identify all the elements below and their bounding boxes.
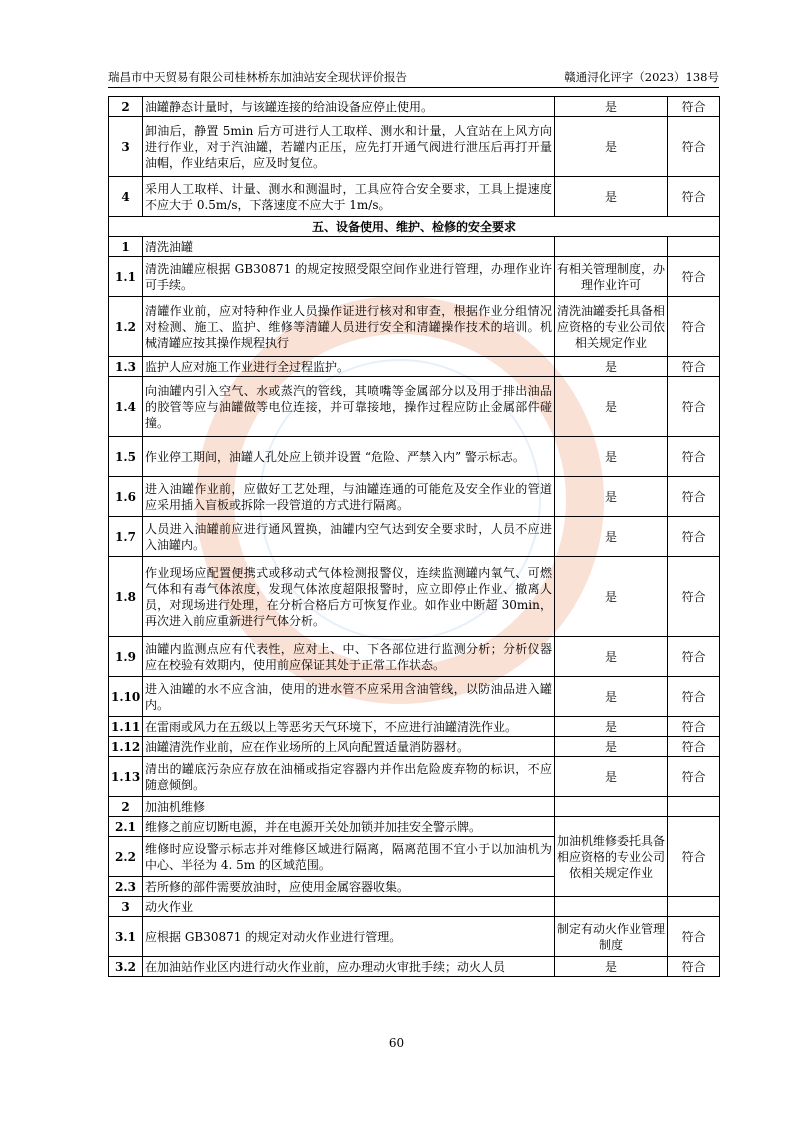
table-row (109, 817, 720, 837)
item-number: 1.2 (109, 297, 143, 357)
section-title: 五、设备使用、维护、检修的安全要求 (109, 217, 720, 237)
table-row (109, 517, 720, 557)
item-conclusion: 符合 (668, 477, 720, 517)
item-conclusion: 符合 (668, 517, 720, 557)
page-header (108, 67, 719, 88)
group-conclusion: 符合 (668, 817, 720, 897)
item-number: 1.5 (109, 437, 143, 477)
item-conclusion: 符合 (668, 117, 720, 177)
item-number: 1.8 (109, 557, 143, 637)
table-row (109, 637, 720, 677)
group-number: 1 (109, 237, 143, 257)
item-conclusion: 符合 (668, 557, 720, 637)
header-report-number: 赣通浔化评字（2023）138号 (564, 70, 719, 84)
item-number: 2.1 (109, 817, 143, 837)
item-conclusion: 符合 (668, 737, 720, 757)
item-conclusion: 符合 (668, 717, 720, 737)
table-row (109, 957, 720, 977)
item-conclusion: 符合 (668, 297, 720, 357)
item-result: 是 (555, 437, 668, 477)
table-row (109, 737, 720, 757)
group-title: 动火作业 (143, 897, 555, 917)
table-row (109, 377, 720, 437)
item-conclusion: 符合 (668, 97, 720, 117)
item-description: 在加油站作业区内进行动火作业前，应办理动火审批手续；动火人员 (143, 957, 555, 977)
group-row (109, 897, 720, 917)
table-row (109, 757, 720, 797)
item-description: 作业停工期间，油罐人孔处应上锁并设置 “危险、严禁入内” 警示标志。 (143, 437, 555, 477)
item-description: 进入油罐作业前，应做好工艺处理，与油罐连通的可能危及安全作业的管道应采用插入盲板或拆除一段管道的方式进行隔离。 (143, 477, 555, 517)
table-row (109, 717, 720, 737)
item-result: 是 (555, 117, 668, 177)
table-row (109, 677, 720, 717)
item-description: 采用人工取样、计量、测水和测温时，工具应符合安全要求，工具上提速度不应大于 0.5m/s，下落速度不应大于 1m/s。 (143, 177, 555, 217)
item-conclusion: 符合 (668, 357, 720, 377)
table-row (109, 117, 720, 177)
item-conclusion: 符合 (668, 437, 720, 477)
item-description: 进入油罐的水不应含油，使用的进水管不应采用含油管线，以防油品进入罐内。 (143, 677, 555, 717)
table-row (109, 357, 720, 377)
item-conclusion: 符合 (668, 637, 720, 677)
group-row (109, 237, 720, 257)
table-row (109, 557, 720, 637)
item-result: 制定有动火作业管理制度 (555, 917, 668, 957)
table-row (109, 257, 720, 297)
item-description: 作业现场应配置便携式或移动式气体检测报警仪，连续监测罐内氧气、可燃气体和有毒气体浓度，发现气体浓度超限报警时，应立即停止作业、撤离人员，对现场进行处理，在分析合格后方可恢复作业。如作业中断超 30min，再次进入前应重新进行气体分析。 (143, 557, 555, 637)
group-row (109, 797, 720, 817)
item-number: 1.9 (109, 637, 143, 677)
section-heading-row (109, 217, 720, 237)
item-result: 是 (555, 677, 668, 717)
item-result: 是 (555, 757, 668, 797)
item-result: 是 (555, 717, 668, 737)
table-row (109, 477, 720, 517)
item-description: 卸油后，静置 5min 后方可进行人工取样、测水和计量，人宜站在上风方向进行作业，对于汽油罐，若罐内正压，应先打开通气阀进行泄压后再打开量油帽，作业结束后，应及时复位。 (143, 117, 555, 177)
item-result: 是 (555, 377, 668, 437)
item-result: 是 (555, 637, 668, 677)
item-number: 1.3 (109, 357, 143, 377)
item-description: 油罐静态计量时，与该罐连接的给油设备应停止使用。 (143, 97, 555, 117)
item-description: 油罐清洗作业前，应在作业场所的上风向配置适量消防器材。 (143, 737, 555, 757)
item-description: 监护人应对施工作业进行全过程监护。 (143, 357, 555, 377)
item-number: 1.7 (109, 517, 143, 557)
item-description: 应根据 GB30871 的规定对动火作业进行管理。 (143, 917, 555, 957)
item-description: 向油罐内引入空气、水或蒸汽的管线，其喷嘴等金属部分以及用于排出油品的胶管等应与油罐做等电位连接，并可靠接地，操作过程应防止金属部件碰撞。 (143, 377, 555, 437)
table-row (109, 297, 720, 357)
item-number: 1.10 (109, 677, 143, 717)
table-row (109, 97, 720, 117)
group-title: 加油机维修 (143, 797, 555, 817)
item-conclusion: 符合 (668, 377, 720, 437)
item-conclusion: 符合 (668, 917, 720, 957)
item-result: 是 (555, 477, 668, 517)
evaluation-table (108, 96, 720, 977)
group-number: 2 (109, 797, 143, 817)
item-number: 1.13 (109, 757, 143, 797)
group-number: 3 (109, 897, 143, 917)
item-result: 是 (555, 357, 668, 377)
item-conclusion: 符合 (668, 677, 720, 717)
group-title: 清洗油罐 (143, 237, 555, 257)
item-result: 是 (555, 97, 668, 117)
item-result: 是 (555, 557, 668, 637)
item-result: 是 (555, 957, 668, 977)
item-description: 清洗油罐应根据 GB30871 的规定按照受限空间作业进行管理，办理作业许可手续。 (143, 257, 555, 297)
item-number: 3 (109, 117, 143, 177)
item-number: 1.11 (109, 717, 143, 737)
item-number: 1.4 (109, 377, 143, 437)
item-number: 4 (109, 177, 143, 217)
item-result: 清洗油罐委托具备相应资格的专业公司依相关规定作业 (555, 297, 668, 357)
item-number: 2.2 (109, 837, 143, 877)
item-conclusion: 符合 (668, 957, 720, 977)
item-number: 1.12 (109, 737, 143, 757)
item-number: 3.2 (109, 957, 143, 977)
item-number: 2 (109, 97, 143, 117)
table-row (109, 177, 720, 217)
item-description: 清出的罐底污杂应存放在油桶或指定容器内并作出危险废弃物的标识，不应随意倾倒。 (143, 757, 555, 797)
item-description: 清罐作业前，应对特种作业人员操作证进行核对和审查，根据作业分组情况对检测、施工、监护、维修等清罐人员进行安全和清罐操作技术的培训。机械清罐应按其操作规程执行 (143, 297, 555, 357)
item-number: 1.6 (109, 477, 143, 517)
item-number: 3.1 (109, 917, 143, 957)
table-row (109, 437, 720, 477)
item-description: 维修之前应切断电源，并在电源开关处加锁并加挂安全警示牌。 (143, 817, 555, 837)
item-description: 维修时应设警示标志并对维修区域进行隔离，隔离范围不宜小于以加油机为中心、半径为 4. 5m 的区域范围。 (143, 837, 555, 877)
item-result: 是 (555, 177, 668, 217)
item-description: 若所修的部件需要放油时，应使用金属容器收集。 (143, 877, 555, 897)
item-description: 油罐内监测点应有代表性，应对上、中、下各部位进行监测分析；分析仪器应在校验有效期内，使用前应保证其处于正常工作状态。 (143, 637, 555, 677)
table-row (109, 917, 720, 957)
header-report-title: 瑞昌市中天贸易有限公司桂林桥东加油站安全现状评价报告 (108, 70, 407, 84)
item-conclusion: 符合 (668, 257, 720, 297)
item-conclusion: 符合 (668, 757, 720, 797)
item-number: 1.1 (109, 257, 143, 297)
page-number: 60 (388, 1036, 405, 1050)
item-conclusion: 符合 (668, 177, 720, 217)
group-result: 加油机维修委托具备相应资格的专业公司依相关规定作业 (555, 817, 668, 897)
item-result: 是 (555, 517, 668, 557)
item-result: 有相关管理制度，办理作业许可 (555, 257, 668, 297)
item-result: 是 (555, 737, 668, 757)
item-description: 人员进入油罐前应进行通风置换，油罐内空气达到安全要求时，人员不应进入油罐内。 (143, 517, 555, 557)
item-description: 在雷雨或风力在五级以上等恶劣天气环境下，不应进行油罐清洗作业。 (143, 717, 555, 737)
item-number: 2.3 (109, 877, 143, 897)
